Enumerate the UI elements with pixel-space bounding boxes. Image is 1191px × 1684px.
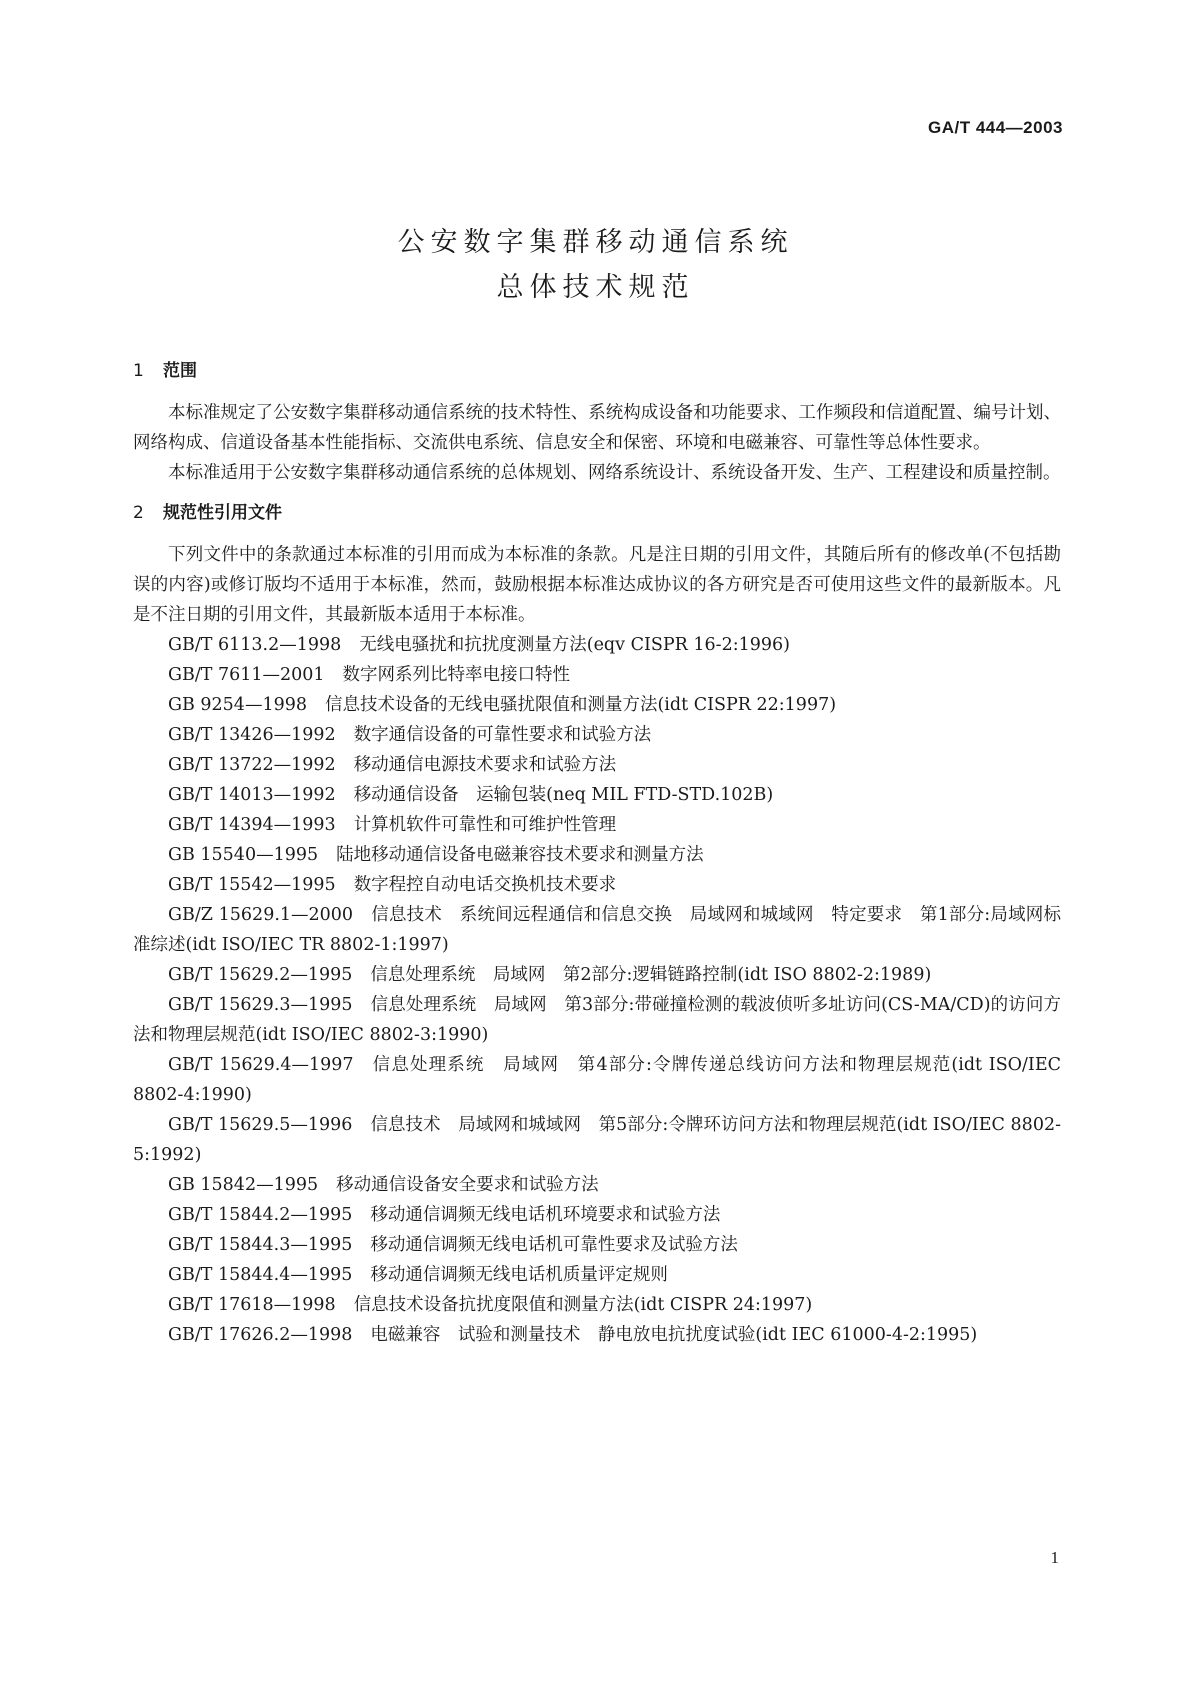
reference-item [133, 1230, 1061, 1260]
reference-item [133, 690, 1061, 720]
document-body [133, 356, 1061, 1350]
reference-code: GB/T 15542—1995 [168, 875, 336, 895]
section-1-heading [133, 356, 1061, 386]
standard-code: GA/T 444—2003 [927, 118, 1063, 137]
reference-item [133, 1200, 1061, 1230]
reference-code: GB/Z 15629.1—2000 [168, 905, 354, 925]
reference-title: 数字程控自动电话交换机技术要求 [353, 875, 617, 895]
reference-title: 移动通信电源技术要求和试验方法 [353, 755, 617, 775]
reference-code: GB 9254—1998 [168, 695, 307, 715]
reference-title: 移动通信调频无线电话机质量评定规则 [370, 1265, 668, 1285]
reference-item [133, 1050, 1061, 1110]
reference-title: 电磁兼容 试验和测量技术 静电放电抗扰度试验(idt IEC 61000-4-2:1995) [370, 1325, 978, 1345]
reference-code: GB/T 15629.4—1997 [168, 1055, 354, 1075]
reference-item [133, 1110, 1061, 1170]
reference-code: GB/T 15844.2—1995 [168, 1205, 353, 1225]
reference-item [133, 630, 1061, 660]
reference-code: GB/T 15844.3—1995 [168, 1235, 353, 1255]
reference-title: 数字通信设备的可靠性要求和试验方法 [353, 725, 652, 745]
reference-item [133, 990, 1061, 1050]
reference-code: GB/T 14394—1993 [168, 815, 336, 835]
reference-item [133, 1170, 1061, 1200]
reference-code: GB/T 15629.2—1995 [168, 965, 353, 985]
reference-title: 信息处理系统 局域网 第4部分:令牌传递总线访问方法和物理层规范(idt ISO/IEC 8802-4:1990) [133, 1055, 1061, 1105]
reference-title: 信息技术 系统间远程通信和信息交换 局域网和城域网 特定要求 第1部分:局域网标准综述(idt ISO/IEC TR 8802-1:1997) [133, 905, 1061, 955]
paragraph: 下列文件中的条款通过本标准的引用而成为本标准的条款。凡是注日期的引用文件，其随后所有的修改单(不包括勘误的内容)或修订版均不适用于本标准，然而，鼓励根据本标准达成协议的各方研究是否可使用这些文件的最新版本。凡是不注日期的引用文件，其最新版本适用于本标准。 [133, 545, 1061, 625]
reference-item [133, 810, 1061, 840]
section-number: 2 [133, 503, 144, 523]
reference-title: 计算机软件可靠性和可维护性管理 [353, 815, 617, 835]
page-number: 1 [1050, 1548, 1059, 1567]
reference-title: 无线电骚扰和抗扰度测量方法(eqv CISPR 16-2:1996) [359, 635, 790, 655]
reference-code: GB/T 17626.2—1998 [168, 1325, 353, 1345]
reference-item [133, 870, 1061, 900]
reference-title: 陆地移动通信设备电磁兼容技术要求和测量方法 [336, 845, 704, 865]
document-title-line2: 总体技术规范 [496, 272, 695, 303]
reference-title: 信息技术设备的无线电骚扰限值和测量方法(idt CISPR 22:1997) [324, 695, 837, 715]
reference-item [133, 1260, 1061, 1290]
reference-item [133, 780, 1061, 810]
reference-code: GB/T 15629.3—1995 [168, 995, 353, 1015]
reference-item [133, 1320, 1061, 1350]
section-title: 规范性引用文件 [163, 503, 282, 523]
paragraph: 本标准规定了公安数字集群移动通信系统的技术特性、系统构成设备和功能要求、工作频段和信道配置、编号计划、网络构成、信道设备基本性能指标、交流供电系统、信息安全和保密、环境和电磁兼容、可靠性等总体性要求。 [133, 403, 1061, 453]
reference-title: 信息处理系统 局域网 第3部分:带碰撞检测的载波侦听多址访问(CS-MA/CD)的访问方法和物理层规范(idt ISO/IEC 8802-3:1990) [133, 995, 1061, 1045]
reference-code: GB/T 15844.4—1995 [168, 1265, 353, 1285]
reference-code: GB/T 17618—1998 [168, 1295, 336, 1315]
reference-code: GB/T 13426—1992 [168, 725, 336, 745]
reference-item [133, 750, 1061, 780]
section-2-heading [133, 498, 1061, 528]
reference-title: 信息技术 局域网和城域网 第5部分:令牌环访问方法和物理层规范(idt ISO/IEC 8802-5:1992) [133, 1115, 1061, 1165]
section-title: 范围 [163, 361, 197, 381]
reference-title: 信息处理系统 局域网 第2部分:逻辑链路控制(idt ISO 8802-2:1989) [370, 965, 932, 985]
reference-title: 数字网系列比特率电接口特性 [342, 665, 571, 685]
reference-item [133, 660, 1061, 690]
reference-title: 移动通信设备 运输包装(neq MIL FTD-STD.102B) [353, 785, 774, 805]
reference-item [133, 720, 1061, 750]
reference-code: GB/T 7611—2001 [168, 665, 325, 685]
reference-item [133, 900, 1061, 960]
reference-title: 移动通信调频无线电话机环境要求和试验方法 [370, 1205, 721, 1225]
reference-code: GB 15842—1995 [168, 1175, 319, 1195]
reference-list [133, 630, 1061, 1350]
reference-code: GB/T 13722—1992 [168, 755, 336, 775]
document-title-line1: 公安数字集群移动通信系统 [397, 227, 794, 258]
section-number: 1 [133, 361, 144, 381]
reference-title: 移动通信设备安全要求和试验方法 [336, 1175, 599, 1195]
reference-code: GB/T 14013—1992 [168, 785, 336, 805]
reference-code: GB 15540—1995 [168, 845, 319, 865]
paragraph: 本标准适用于公安数字集群移动通信系统的总体规划、网络系统设计、系统设备开发、生产、工程建设和质量控制。 [168, 463, 1061, 483]
reference-title: 移动通信调频无线电话机可靠性要求及试验方法 [370, 1235, 738, 1255]
reference-code: GB/T 6113.2—1998 [168, 635, 342, 655]
reference-title: 信息技术设备抗扰度限值和测量方法(idt CISPR 24:1997) [353, 1295, 813, 1315]
reference-code: GB/T 15629.5—1996 [168, 1115, 353, 1135]
reference-item [133, 960, 1061, 990]
reference-item [133, 840, 1061, 870]
reference-item [133, 1290, 1061, 1320]
